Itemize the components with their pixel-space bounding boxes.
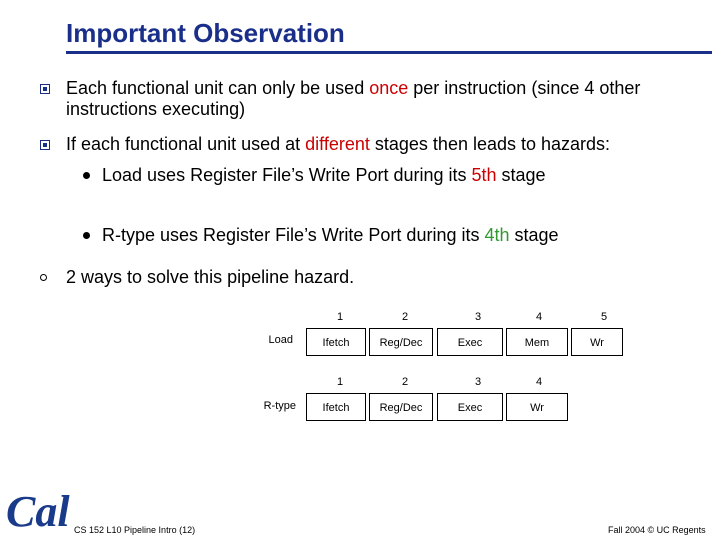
bullet-once-text-pre: Each functional unit can only be used bbox=[66, 78, 370, 98]
load-cell-ifetch: Ifetch bbox=[306, 328, 366, 356]
rtype-cell-regdec: Reg/Dec bbox=[369, 393, 433, 421]
rtype-cell-exec: Exec bbox=[437, 393, 503, 421]
bullet-different-text-pre: If each functional unit used at bbox=[66, 134, 306, 154]
footer-right: Fall 2004 © UC Regents bbox=[608, 525, 706, 535]
bullet-once-highlight: once bbox=[369, 78, 409, 98]
sub-bullet-rtype-highlight: 4th bbox=[484, 225, 510, 245]
title-underline bbox=[66, 51, 712, 54]
rtype-stage-number: 4 bbox=[535, 376, 543, 388]
slide-title: Important Observation bbox=[66, 18, 345, 48]
bullet-once bbox=[66, 78, 686, 120]
bullet-different bbox=[66, 134, 706, 155]
rtype-row-label: R-type bbox=[263, 400, 296, 412]
rtype-stage-number: 2 bbox=[401, 376, 409, 388]
sub-bullet-load bbox=[102, 165, 682, 186]
square-bullet-icon bbox=[40, 140, 50, 150]
sub-bullet-load-text-post: stage bbox=[496, 165, 546, 185]
round-bullet-icon bbox=[83, 232, 90, 239]
load-stage-number: 4 bbox=[535, 311, 543, 323]
load-row-label: Load bbox=[268, 334, 293, 346]
sub-bullet-rtype bbox=[102, 225, 682, 246]
svg-text:Cal: Cal bbox=[6, 487, 70, 534]
bullet-different-text-post: stages then leads to hazards: bbox=[369, 134, 611, 154]
load-cell-mem: Mem bbox=[506, 328, 568, 356]
bullet-different-highlight: different bbox=[305, 134, 370, 154]
load-stage-number: 1 bbox=[336, 311, 344, 323]
load-stage-number: 2 bbox=[401, 311, 409, 323]
third-point: 2 ways to solve this pipeline hazard. bbox=[66, 267, 355, 287]
rtype-cell-wr: Wr bbox=[506, 393, 568, 421]
cal-logo-icon bbox=[4, 486, 74, 534]
rtype-cell-ifetch: Ifetch bbox=[306, 393, 366, 421]
load-cell-regdec: Reg/Dec bbox=[369, 328, 433, 356]
rtype-stage-number: 1 bbox=[336, 376, 344, 388]
rtype-stage-number: 3 bbox=[474, 376, 482, 388]
footer-left: CS 152 L10 Pipeline Intro (12) bbox=[74, 525, 196, 535]
sub-bullet-rtype-text-pre: R-type uses Register File’s Write Port during its bbox=[102, 225, 485, 245]
sub-bullet-load-text-pre: Load uses Register File’s Write Port during its bbox=[102, 165, 472, 185]
load-stage-number: 3 bbox=[474, 311, 482, 323]
square-bullet-icon bbox=[40, 84, 50, 94]
round-bullet-icon bbox=[83, 172, 90, 179]
load-cell-wr: Wr bbox=[571, 328, 623, 356]
bullet-once-text-post: per instruction (since 4 other instructions executing) bbox=[66, 78, 641, 119]
load-stage-number: 5 bbox=[600, 311, 608, 323]
sub-bullet-load-highlight: 5th bbox=[471, 165, 497, 185]
ring-bullet-icon bbox=[40, 274, 47, 281]
sub-bullet-rtype-text-post: stage bbox=[509, 225, 559, 245]
load-cell-exec: Exec bbox=[437, 328, 503, 356]
